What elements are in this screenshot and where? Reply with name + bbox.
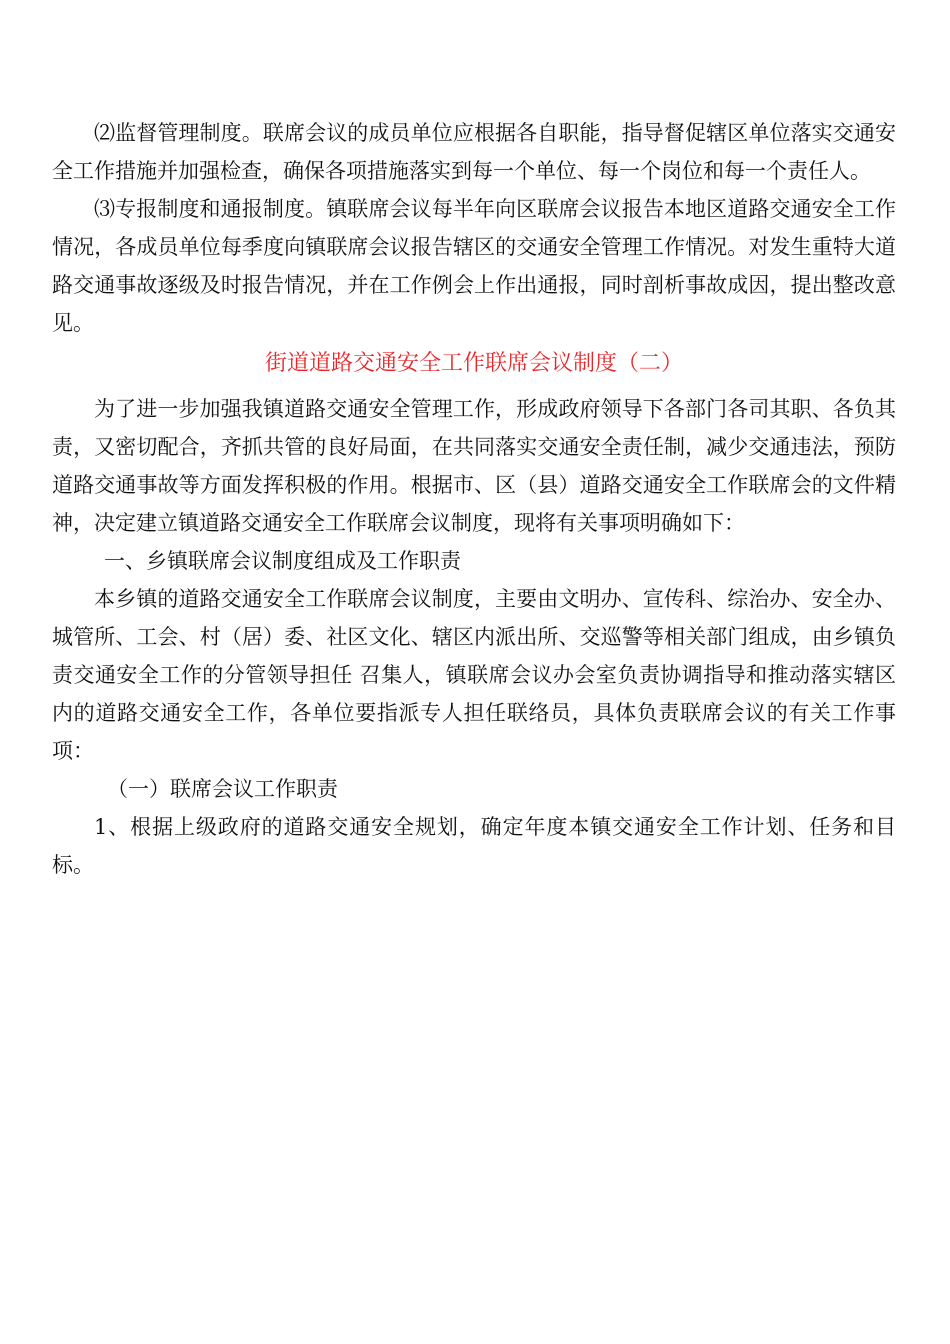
paragraph-supervision: ⑵监督管理制度。联席会议的成员单位应根据各自职能，指导督促辖区单位落实交通安全工作措施并加强检查，确保各项措施落实到每一个单位、每一个岗位和每一个责任人。 [52,121,896,183]
section-heading-1: 一、乡镇联席会议制度组成及工作职责 [104,549,461,573]
paragraph-composition: 本乡镇的道路交通安全工作联席会议制度，主要由文明办、宣传科、综治办、安全办、城管所、工会、村（居）委、社区文化、辖区内派出所、交巡警等相关部门组成，由乡镇负责交通安全工作的分管领导担任 召集人，镇联席会议办会室负责协调指导和推动落实辖区内的道路交通安全工作，各单位要指派专人担任联络员，具体负责联席会议的有关工作事项： [52,587,896,763]
paragraph-item-1: 1、根据上级政府的道路交通安全规划，确定年度本镇交通安全工作计划、任务和目标。 [52,815,896,877]
subsection-heading-1: （一）联席会议工作职责 [107,777,338,801]
document-title: 街道道路交通安全工作联席会议制度（二） [264,351,683,376]
paragraph-reporting: ⑶专报制度和通报制度。镇联席会议每半年向区联席会议报告本地区道路交通安全工作情况，各成员单位每季度向镇联席会议报告辖区的交通安全管理工作情况。对发生重特大道路交通事故逐级及时报告情况，并在工作例会上作出通报，同时剖析事故成因，提出整改意见。 [52,197,896,335]
paragraph-intro: 为了进一步加强我镇道路交通安全管理工作，形成政府领导下各部门各司其职、各负其责，又密切配合，齐抓共管的良好局面，在共同落实交通安全责任制，减少交通违法，预防道路交通事故等方面发挥积极的作用。根据市、区（县）道路交通安全工作联席会的文件精神，决定建立镇道路交通安全工作联席会议制度，现将有关事项明确如下： [52,397,896,535]
document-body [52,114,896,884]
